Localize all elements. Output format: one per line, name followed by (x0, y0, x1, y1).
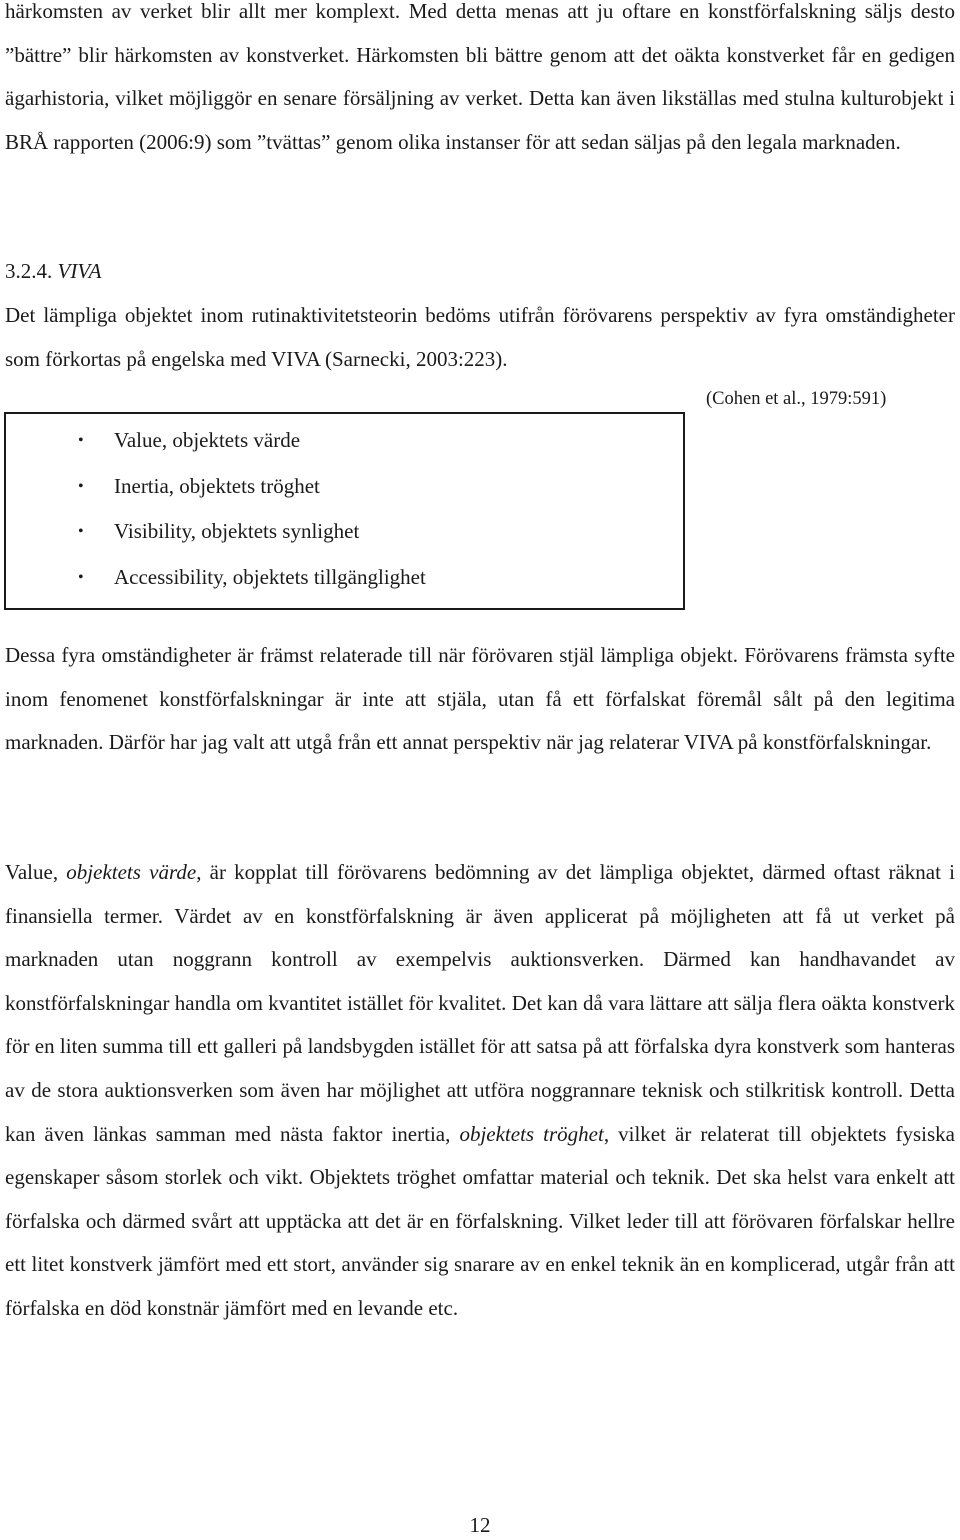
list-item-text: Visibility, objektets synlighet (114, 519, 360, 543)
viva-list (6, 418, 683, 600)
list-item-text: Accessibility, objektets tillgänglighet (114, 564, 426, 589)
list-item (6, 418, 683, 464)
paragraph-circumstances: Dessa fyra omständigheter är främst relaterade till när förövaren stjäl lämpliga objekt. Förövarens främsta syfte inom fenomenet konstförfalskningar är inte att stjäla, utan få ett förfalskat föremål sålt på den legitima marknaden. Därför har jag valt att utgå från ett annat perspektiv när jag relaterar VIVA på konstförfalskningar. (5, 643, 955, 755)
list-item-text: Value, objektets värde (114, 428, 301, 452)
bullet-icon: • (78, 477, 84, 495)
citation-label: (Cohen et al., 1979:591) (706, 389, 887, 409)
paragraph-value (5, 851, 955, 1331)
bullet-icon: • (78, 568, 84, 586)
section-title: VIVA (57, 259, 102, 283)
section-number: 3.2.4. (5, 259, 53, 283)
inertia-term-italic: objektets tröghet (459, 1121, 604, 1146)
list-item-text: Inertia, objektets tröghet (114, 473, 320, 498)
list-item (6, 464, 683, 510)
value-text-3: , vilket är relaterat till objektets fysiska egenskaper såsom storlek och vikt. Objektets tröghet omfattar material och teknik. Det ska helst vara enkelt att förfalska och därmed svårt att upptäcka att det är en förfalskning. Vilket leder till att förövaren förfalskar hellre ett litet konstverk jämfört med ett stort, använder sig snarare av en enkel teknik än en komplicerad, utgår från att förfalska en död konstnär jämfört med en levande etc. (5, 1121, 955, 1320)
bullet-icon: • (78, 523, 84, 540)
paragraph-viva-intro: Det lämpliga objektet inom rutinaktivitetsteorin bedöms utifrån förövarens perspektiv av fyra omständigheter som förkortas på engelska med VIVA (Sarnecki, 2003:223). (5, 303, 955, 371)
bullet-icon: • (78, 432, 84, 449)
value-term-italic: objektets värde (66, 860, 197, 884)
value-text-2: , är kopplat till förövarens bedömning av det lämpliga objektet, därmed oftast räknat i finansiella termer. Värdet av en konstförfalskning är även applicerat på möjligheten att få ut verket på marknaden utan noggrann kontroll av exempelvis auktionsverken. Därmed kan handhavandet av konstförfalskningar handla om kvantitet istället för kvalitet. Det kan då vara lättare att sälja flera oäkta konstverk för en liten summa till ett galleri på landsbygden istället för att satsa på att förfalska dyra konstverk som hanteras av de stora auktionsverken som även har möjlighet att utföra noggrannare teknisk och stilkritisk kontroll. Detta kan även länkas samman med nästa faktor inertia, (5, 860, 955, 1146)
value-text-1: Value, (5, 860, 67, 884)
paragraph-provenance: härkomsten av verket blir allt mer komplext. Med detta menas att ju oftare en konstförfalskning säljs desto ”bättre” blir härkomsten av konstverket. Härkomsten bli bättre genom att det oäkta konstverket får en gedigen ägarhistoria, vilket möjliggör en senare försäljning av verket. Detta kan även likställas med stulna kulturobjekt i BRÅ rapporten (2006:9) som ”tvättas” genom olika instanser för att sedan säljas på den legala marknaden. (5, 0, 955, 154)
viva-list-box (4, 412, 685, 610)
section-heading (5, 250, 101, 294)
list-item (6, 509, 683, 555)
list-item (6, 555, 683, 601)
page-number: 12 (469, 1513, 491, 1537)
